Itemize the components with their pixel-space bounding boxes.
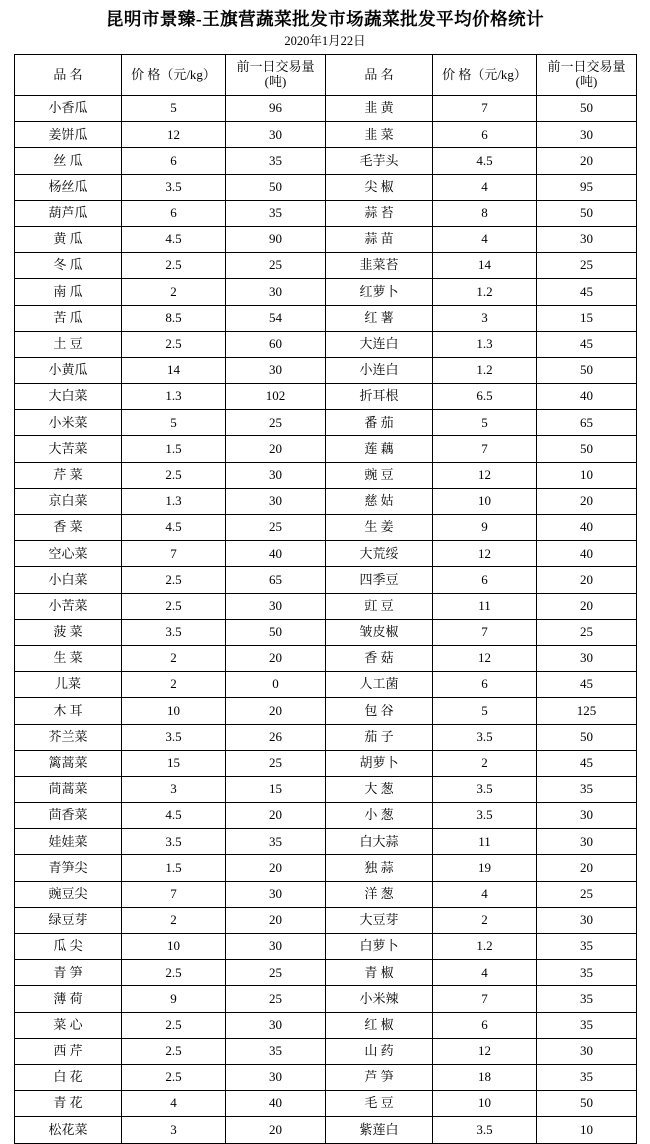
cell-volume-right: 35 [537,986,637,1012]
table-row [15,357,637,383]
table-row [15,855,637,881]
cell-name-left: 青笋尖 [15,855,122,881]
cell-volume-right: 65 [537,410,637,436]
cell-price-left: 3 [122,1117,226,1143]
cell-name-left: 生 菜 [15,645,122,671]
cell-price-right: 4 [433,174,537,200]
cell-name-right: 青 椒 [326,960,433,986]
cell-volume-left: 26 [226,724,326,750]
table-row [15,645,637,671]
cell-volume-right: 30 [537,803,637,829]
cell-price-right: 12 [433,1038,537,1064]
cell-name-left: 青 笋 [15,960,122,986]
cell-price-left: 1.5 [122,436,226,462]
column-header-name-right: 品 名 [326,55,433,96]
column-header-name-left: 品 名 [15,55,122,96]
cell-volume-right: 20 [537,148,637,174]
cell-price-left: 9 [122,986,226,1012]
cell-name-right: 韭菜苔 [326,253,433,279]
cell-volume-left: 30 [226,881,326,907]
cell-volume-right: 40 [537,541,637,567]
table-row [15,829,637,855]
cell-volume-left: 20 [226,436,326,462]
cell-volume-right: 35 [537,1012,637,1038]
cell-price-right: 3.5 [433,1117,537,1143]
cell-price-left: 7 [122,881,226,907]
table-row [15,986,637,1012]
cell-volume-left: 96 [226,96,326,122]
cell-price-right: 1.2 [433,357,537,383]
cell-name-right: 大豆芽 [326,907,433,933]
cell-volume-right: 30 [537,829,637,855]
cell-price-right: 12 [433,462,537,488]
cell-price-left: 10 [122,698,226,724]
cell-price-right: 6.5 [433,384,537,410]
cell-name-left: 薄 荷 [15,986,122,1012]
table-row [15,253,637,279]
cell-name-left: 篱蒿菜 [15,750,122,776]
cell-volume-right: 45 [537,331,637,357]
cell-price-left: 5 [122,410,226,436]
table-row [15,881,637,907]
table-row [15,436,637,462]
cell-name-right: 山 药 [326,1038,433,1064]
cell-name-left: 黄 瓜 [15,226,122,252]
cell-volume-left: 25 [226,986,326,1012]
cell-name-left: 茴香菜 [15,803,122,829]
cell-price-right: 5 [433,410,537,436]
cell-name-right: 人工菌 [326,672,433,698]
cell-price-right: 3.5 [433,724,537,750]
cell-name-left: 松花菜 [15,1117,122,1143]
cell-price-right: 8 [433,200,537,226]
cell-name-left: 小黄瓜 [15,357,122,383]
table-row [15,960,637,986]
cell-price-right: 1.2 [433,934,537,960]
table-row [15,776,637,802]
cell-name-left: 南 瓜 [15,279,122,305]
cell-volume-left: 35 [226,1038,326,1064]
cell-price-right: 3 [433,305,537,331]
table-row [15,698,637,724]
cell-price-left: 8.5 [122,305,226,331]
cell-volume-right: 35 [537,776,637,802]
cell-price-left: 5 [122,96,226,122]
cell-price-left: 2 [122,645,226,671]
table-row [15,488,637,514]
cell-name-left: 丝 瓜 [15,148,122,174]
cell-volume-right: 20 [537,593,637,619]
cell-name-left: 土 豆 [15,331,122,357]
cell-volume-right: 35 [537,960,637,986]
cell-volume-right: 30 [537,226,637,252]
cell-volume-left: 35 [226,200,326,226]
cell-price-right: 5 [433,698,537,724]
column-header-price-right: 价 格（元/kg） [433,55,537,96]
cell-volume-left: 54 [226,305,326,331]
table-row [15,96,637,122]
cell-name-left: 茼蒿菜 [15,776,122,802]
cell-price-right: 4.5 [433,148,537,174]
cell-name-right: 韭 黄 [326,96,433,122]
cell-volume-left: 25 [226,410,326,436]
cell-name-left: 小苦菜 [15,593,122,619]
cell-volume-right: 30 [537,122,637,148]
cell-name-right: 毛芋头 [326,148,433,174]
cell-name-left: 芥兰菜 [15,724,122,750]
cell-volume-right: 35 [537,934,637,960]
cell-volume-left: 30 [226,1012,326,1038]
cell-price-left: 2.5 [122,462,226,488]
cell-price-right: 4 [433,226,537,252]
cell-volume-right: 25 [537,619,637,645]
cell-volume-left: 20 [226,907,326,933]
cell-name-right: 白大蒜 [326,829,433,855]
cell-price-left: 2.5 [122,567,226,593]
cell-volume-right: 45 [537,672,637,698]
cell-name-right: 芦 笋 [326,1064,433,1090]
cell-name-left: 杨丝瓜 [15,174,122,200]
price-table [14,54,637,1144]
cell-name-right: 包 谷 [326,698,433,724]
cell-volume-right: 45 [537,750,637,776]
table-header [15,55,637,96]
cell-volume-left: 20 [226,698,326,724]
cell-name-left: 青 花 [15,1091,122,1117]
cell-price-right: 19 [433,855,537,881]
cell-price-right: 6 [433,567,537,593]
cell-volume-left: 30 [226,279,326,305]
cell-price-left: 12 [122,122,226,148]
cell-price-left: 6 [122,148,226,174]
cell-name-right: 小 葱 [326,803,433,829]
cell-volume-left: 25 [226,515,326,541]
cell-volume-left: 25 [226,253,326,279]
cell-name-right: 韭 菜 [326,122,433,148]
cell-price-right: 10 [433,488,537,514]
cell-name-left: 西 芹 [15,1038,122,1064]
table-row [15,331,637,357]
cell-price-left: 3 [122,776,226,802]
cell-volume-left: 25 [226,750,326,776]
cell-volume-right: 35 [537,1064,637,1090]
cell-name-left: 京白菜 [15,488,122,514]
cell-name-right: 豌 豆 [326,462,433,488]
cell-name-left: 菠 菜 [15,619,122,645]
cell-price-right: 14 [433,253,537,279]
table-row [15,279,637,305]
cell-name-right: 莲 藕 [326,436,433,462]
cell-volume-right: 30 [537,645,637,671]
cell-volume-right: 20 [537,567,637,593]
cell-volume-right: 50 [537,724,637,750]
cell-name-left: 大白菜 [15,384,122,410]
cell-price-left: 2 [122,279,226,305]
cell-name-left: 小香瓜 [15,96,122,122]
cell-volume-left: 90 [226,226,326,252]
cell-volume-left: 30 [226,934,326,960]
cell-name-left: 冬 瓜 [15,253,122,279]
cell-volume-left: 35 [226,148,326,174]
cell-volume-left: 15 [226,776,326,802]
table-row [15,1117,637,1143]
page-title: 昆明市景臻-王旗营蔬菜批发市场蔬菜批发平均价格统计 [105,9,545,29]
cell-volume-right: 50 [537,357,637,383]
cell-price-right: 6 [433,672,537,698]
cell-name-right: 小米辣 [326,986,433,1012]
cell-name-right: 四季豆 [326,567,433,593]
cell-price-right: 12 [433,541,537,567]
cell-price-left: 2 [122,907,226,933]
table-row [15,1038,637,1064]
cell-volume-right: 95 [537,174,637,200]
cell-volume-right: 25 [537,881,637,907]
cell-name-left: 娃娃菜 [15,829,122,855]
column-header-volume-right: 前一日交易量(吨) [537,55,637,96]
cell-name-left: 木 耳 [15,698,122,724]
table-row [15,1064,637,1090]
cell-volume-right: 25 [537,253,637,279]
cell-volume-left: 50 [226,174,326,200]
table-row [15,1012,637,1038]
cell-name-right: 尖 椒 [326,174,433,200]
cell-name-right: 红 椒 [326,1012,433,1038]
cell-name-right: 大荒绥 [326,541,433,567]
cell-price-right: 7 [433,436,537,462]
cell-price-left: 2.5 [122,1012,226,1038]
table-row [15,1091,637,1117]
cell-name-right: 生 姜 [326,515,433,541]
cell-name-right: 蒜 苗 [326,226,433,252]
table-row [15,541,637,567]
cell-price-left: 2.5 [122,960,226,986]
table-header-row [15,55,637,96]
cell-price-left: 3.5 [122,829,226,855]
cell-volume-right: 45 [537,279,637,305]
cell-price-right: 11 [433,829,537,855]
cell-volume-left: 25 [226,960,326,986]
cell-price-right: 7 [433,96,537,122]
cell-price-right: 7 [433,986,537,1012]
cell-volume-right: 15 [537,305,637,331]
cell-volume-left: 30 [226,462,326,488]
cell-volume-left: 65 [226,567,326,593]
cell-name-left: 绿豆芽 [15,907,122,933]
table-row [15,567,637,593]
cell-name-left: 大苦菜 [15,436,122,462]
cell-price-right: 3.5 [433,776,537,802]
cell-name-right: 大连白 [326,331,433,357]
cell-name-left: 瓜 尖 [15,934,122,960]
cell-price-left: 2.5 [122,331,226,357]
cell-volume-left: 20 [226,803,326,829]
cell-name-right: 皱皮椒 [326,619,433,645]
table-row [15,226,637,252]
cell-name-right: 白萝卜 [326,934,433,960]
cell-name-right: 胡萝卜 [326,750,433,776]
cell-name-left: 豌豆尖 [15,881,122,907]
cell-volume-left: 40 [226,1091,326,1117]
cell-volume-right: 30 [537,1038,637,1064]
cell-price-right: 6 [433,1012,537,1038]
cell-price-left: 1.3 [122,384,226,410]
cell-volume-right: 50 [537,96,637,122]
table-row [15,200,637,226]
cell-name-right: 红萝卜 [326,279,433,305]
table-row [15,410,637,436]
cell-volume-right: 20 [537,855,637,881]
cell-volume-left: 60 [226,331,326,357]
cell-name-right: 独 蒜 [326,855,433,881]
cell-name-right: 香 菇 [326,645,433,671]
table-row [15,672,637,698]
table-row [15,305,637,331]
cell-name-left: 小米菜 [15,410,122,436]
cell-name-right: 茄 子 [326,724,433,750]
cell-price-left: 4.5 [122,803,226,829]
table-row [15,593,637,619]
cell-volume-right: 50 [537,200,637,226]
cell-price-right: 2 [433,750,537,776]
cell-name-right: 折耳根 [326,384,433,410]
table-row [15,750,637,776]
table-row [15,724,637,750]
table-row [15,148,637,174]
cell-volume-right: 40 [537,515,637,541]
cell-price-right: 3.5 [433,803,537,829]
column-header-price-left: 价 格（元/kg） [122,55,226,96]
cell-name-left: 苦 瓜 [15,305,122,331]
cell-name-left: 儿菜 [15,672,122,698]
table-row [15,934,637,960]
cell-name-left: 菜 心 [15,1012,122,1038]
cell-volume-left: 30 [226,1064,326,1090]
table-row [15,384,637,410]
cell-name-right: 紫莲白 [326,1117,433,1143]
cell-volume-left: 0 [226,672,326,698]
cell-price-left: 15 [122,750,226,776]
cell-volume-left: 50 [226,619,326,645]
cell-price-left: 2.5 [122,593,226,619]
cell-price-left: 4.5 [122,226,226,252]
cell-volume-left: 20 [226,1117,326,1143]
cell-price-left: 6 [122,200,226,226]
cell-name-left: 小白菜 [15,567,122,593]
table-row [15,515,637,541]
cell-volume-right: 125 [537,698,637,724]
cell-price-left: 1.5 [122,855,226,881]
cell-price-right: 1.3 [433,331,537,357]
table-row [15,907,637,933]
cell-price-left: 4 [122,1091,226,1117]
cell-price-left: 2 [122,672,226,698]
cell-volume-right: 30 [537,907,637,933]
cell-price-right: 10 [433,1091,537,1117]
cell-volume-left: 40 [226,541,326,567]
cell-volume-right: 20 [537,488,637,514]
cell-price-left: 14 [122,357,226,383]
cell-name-right: 豇 豆 [326,593,433,619]
cell-price-right: 1.2 [433,279,537,305]
cell-name-right: 毛 豆 [326,1091,433,1117]
column-header-volume-left: 前一日交易量(吨) [226,55,326,96]
cell-price-left: 3.5 [122,619,226,645]
cell-name-right: 蒜 苔 [326,200,433,226]
cell-volume-left: 20 [226,855,326,881]
cell-volume-right: 50 [537,436,637,462]
cell-price-left: 4.5 [122,515,226,541]
cell-volume-right: 50 [537,1091,637,1117]
cell-name-right: 小连白 [326,357,433,383]
cell-price-right: 6 [433,122,537,148]
cell-name-right: 洋 葱 [326,881,433,907]
cell-volume-left: 30 [226,122,326,148]
cell-volume-left: 20 [226,645,326,671]
cell-volume-left: 102 [226,384,326,410]
cell-price-right: 4 [433,960,537,986]
cell-volume-right: 10 [537,462,637,488]
cell-name-right: 番 茄 [326,410,433,436]
cell-name-left: 空心菜 [15,541,122,567]
cell-name-right: 慈 姑 [326,488,433,514]
cell-price-left: 2.5 [122,1064,226,1090]
cell-name-left: 葫芦瓜 [15,200,122,226]
cell-name-right: 红 薯 [326,305,433,331]
cell-volume-left: 30 [226,357,326,383]
table-body [15,96,637,1144]
cell-price-left: 7 [122,541,226,567]
cell-price-left: 2.5 [122,1038,226,1064]
cell-name-left: 芹 菜 [15,462,122,488]
cell-price-right: 12 [433,645,537,671]
cell-price-right: 7 [433,619,537,645]
cell-name-left: 姜饼瓜 [15,122,122,148]
cell-price-right: 11 [433,593,537,619]
cell-price-right: 2 [433,907,537,933]
cell-price-right: 9 [433,515,537,541]
cell-price-left: 2.5 [122,253,226,279]
table-row [15,619,637,645]
cell-name-left: 白 花 [15,1064,122,1090]
cell-volume-right: 10 [537,1117,637,1143]
table-row [15,462,637,488]
cell-price-right: 4 [433,881,537,907]
table-row [15,174,637,200]
cell-volume-left: 35 [226,829,326,855]
cell-price-left: 1.3 [122,488,226,514]
cell-price-left: 3.5 [122,724,226,750]
table-row [15,803,637,829]
cell-price-left: 10 [122,934,226,960]
cell-volume-right: 40 [537,384,637,410]
cell-price-right: 18 [433,1064,537,1090]
cell-name-right: 大 葱 [326,776,433,802]
page-subtitle-date: 2020年1月22日 [284,34,366,48]
cell-volume-left: 30 [226,593,326,619]
cell-name-left: 香 菜 [15,515,122,541]
cell-price-left: 3.5 [122,174,226,200]
cell-volume-left: 30 [226,488,326,514]
table-row [15,122,637,148]
